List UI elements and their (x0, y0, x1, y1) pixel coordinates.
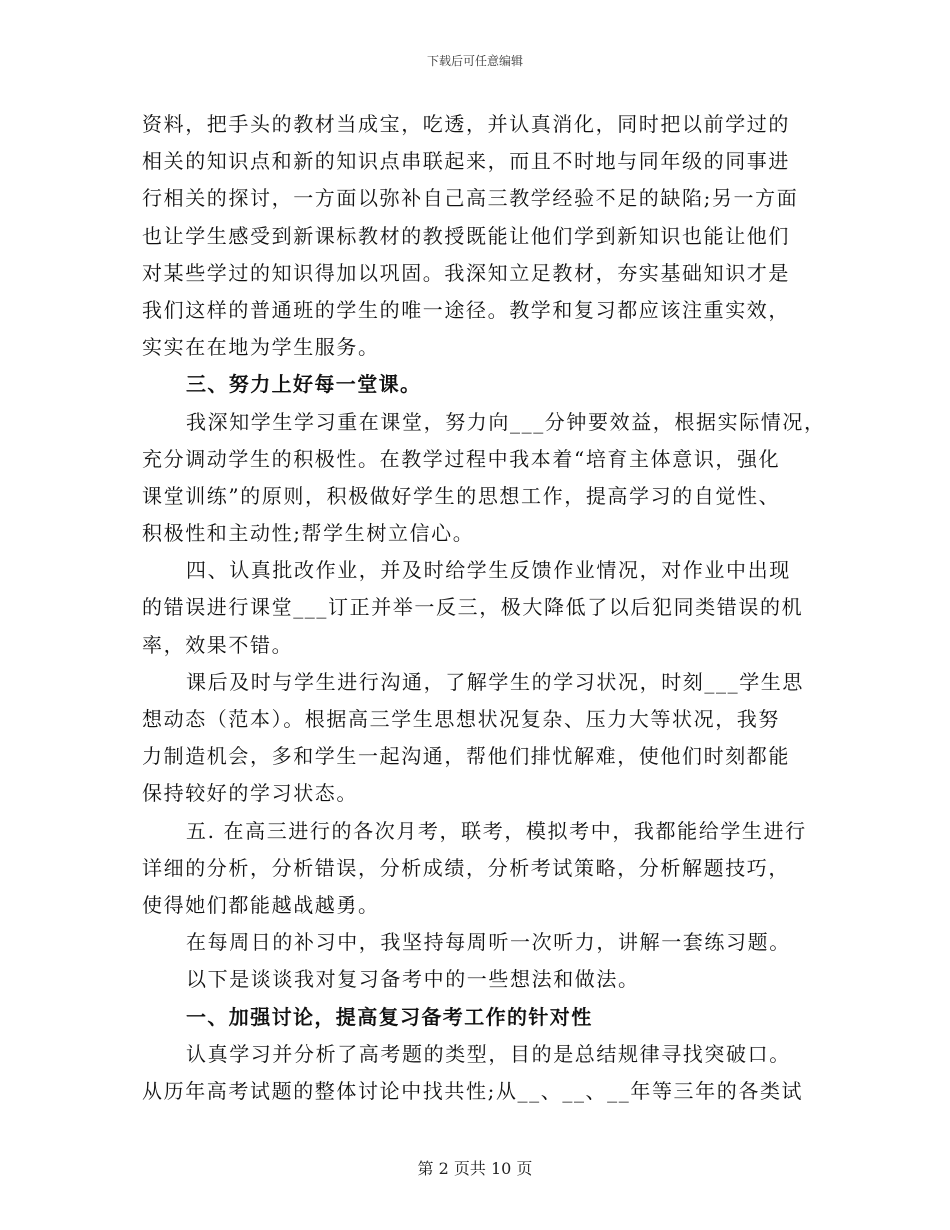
page-header: 下载后可任意编辑 (426, 54, 523, 68)
text-line: 力制造机会，多和学生一起沟通，帮他们排忧解难，使他们时刻都能 (142, 744, 790, 769)
section-heading: 三、努力上好每一堂课。 (186, 372, 422, 397)
text-line: 相关的知识点和新的知识点串联起来，而且不时地与同年级的同事进 (142, 149, 790, 174)
section-heading: 一、加强讨论，提高复习备考工作的针对性 (186, 1004, 593, 1029)
text-line: 使得她们都能越战越勇。 (142, 892, 380, 917)
text-line: 充分调动学生的积极性。在教学过程中我本着“培育主体意识，强化 (142, 446, 781, 471)
text-line: 积极性和主动性;帮学生树立信心。 (142, 521, 475, 546)
text-line: 我深知学生学习重在课堂，努力向___分钟要效益，根据实际情况， (186, 409, 826, 434)
text-line: 的错误进行课堂___订正并举一反三，极大降低了以后犯同类错误的机 (142, 595, 804, 620)
text-line: 对某些学过的知识得加以巩固。我深知立足教材，夯实基础知识才是 (142, 260, 790, 285)
text-line: 认真学习并分析了高考题的类型，目的是总结规律寻找突破口。 (186, 1041, 791, 1066)
text-line: 我们这样的普通班的学生的唯一途径。教学和复习都应该注重实效， (142, 297, 790, 322)
text-line: 资料，把手头的教材当成宝，吃透，并认真消化，同时把以前学过的 (142, 112, 790, 136)
text-line: 四、认真批改作业，并及时给学生反馈作业情况，对作业中出现 (186, 558, 791, 583)
text-line: 在每周日的补习中，我坚持每周听一次听力，讲解一套练习题。 (186, 930, 791, 955)
text-line: 保持较好的学习状态。 (142, 781, 358, 806)
text-line: 也让学生感受到新课标教材的教授既能让他们学到新知识也能让他们 (142, 223, 790, 248)
text-line: 率，效果不错。 (142, 632, 294, 657)
text-line: 课后及时与学生进行沟通，了解学生的学习状况，时刻___学生思 (186, 669, 804, 694)
text-line: 实实在在地为学生服务。 (142, 335, 380, 360)
document-body (142, 106, 832, 1110)
text-line: 五. 在高三进行的各次月考，联考，模拟考中，我都能给学生进行 (186, 818, 807, 843)
text-line: 想动态（范本）。根据高三学生思想状况复杂、压力大等状况，我努 (142, 707, 780, 731)
text-line: 详细的分析，分析错误，分析成绩，分析考试策略，分析解题技巧， (142, 855, 790, 880)
text-line: 以下是谈谈我对复习备考中的一些想法和做法。 (186, 967, 640, 992)
text-line: 从历年高考试题的整体讨论中找共性;从__、__、__年等三年的各类试 (142, 1078, 804, 1103)
text-line: 行相关的探讨，一方面以弥补自己高三教学经验不足的缺陷;另一方面 (142, 186, 799, 211)
page-footer: 第 2 页共 10 页 (417, 1159, 533, 1178)
text-line: 课堂训练”的原则，积极做好学生的思想工作，提高学习的自觉性、 (142, 483, 781, 508)
